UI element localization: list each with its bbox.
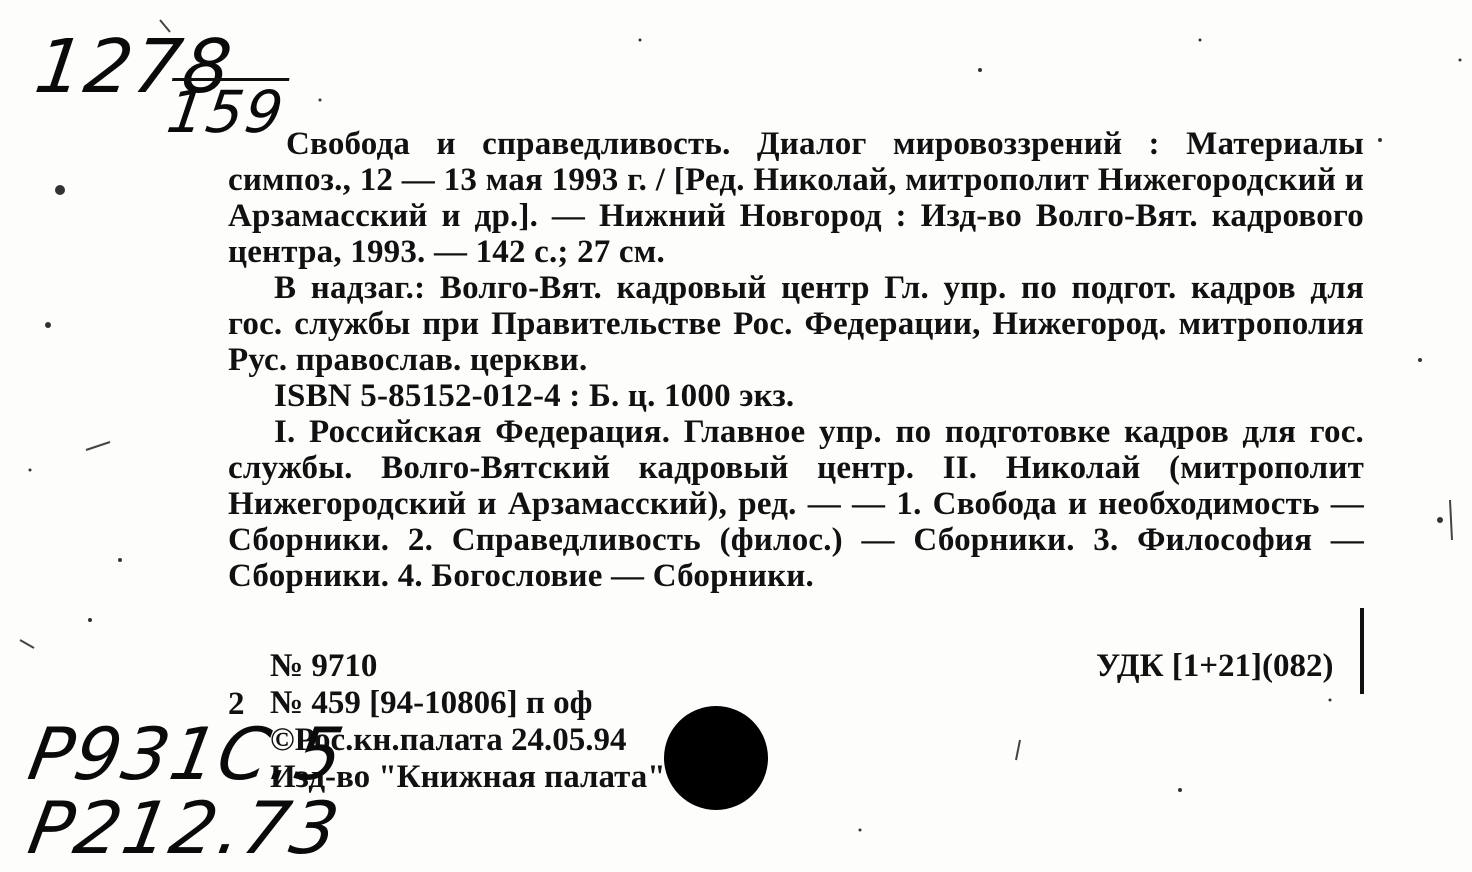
handwritten-shelf-number: 1278 (29, 24, 239, 110)
handwritten-classification-code-1: P931C.5 (22, 712, 352, 796)
subject-tracings: I. Российская Федерация. Главное упр. по подготовке кадров для гос. службы. Волго-Вятский кадровый центр. II. Николай (митрополит Нижегородский и Арзамасский), ред. — — 1. Свобода и необходимость — Сборники. 2. Справедливость (филос.) — Сборники. 3. Философия — Сборники. 4. Богословие — Сборники. (228, 414, 1364, 594)
handwritten-shelf-subnumber: 159 (162, 78, 290, 146)
isbn-line: ISBN 5-85152-012-4 : Б. ц. 1000 экз. (274, 378, 795, 414)
udk-classification: УДК [1+21](082) (1096, 648, 1334, 684)
card-number-1: № 9710 (270, 648, 378, 684)
publisher-line: Изд-во "Книжная палата" (270, 759, 666, 795)
punch-hole (664, 706, 768, 810)
header-note: В надзаг.: Волго-Вят. кадровый центр Гл. упр. по подгот. кадров для гос. службы при Правительстве Рос. Федерации, Нижегород. митрополия Рус. православ. церкви. (228, 270, 1364, 378)
edge-mark (1360, 608, 1364, 694)
bibliographic-entry (228, 126, 1364, 594)
handwritten-classification-code-2: P212.73 (22, 786, 347, 870)
title-paragraph: Свобода и справедливость. Диалог мировоззрений : Материалы симпоз., 12 — 13 мая 1993 г. / [Ред. Николай, митрополит Нижегородский и Арзамасский и др.]. — Нижний Новгород : Изд-во Волго-Вят. кадрового центра, 1993. — 142 с.; 27 см. (228, 126, 1364, 270)
copyright-line: ©Рос.кн.палата 24.05.94 (270, 722, 627, 758)
card-number-2: № 459 [94-10806] п оф (270, 685, 593, 721)
copy-count: 2 (228, 686, 245, 722)
